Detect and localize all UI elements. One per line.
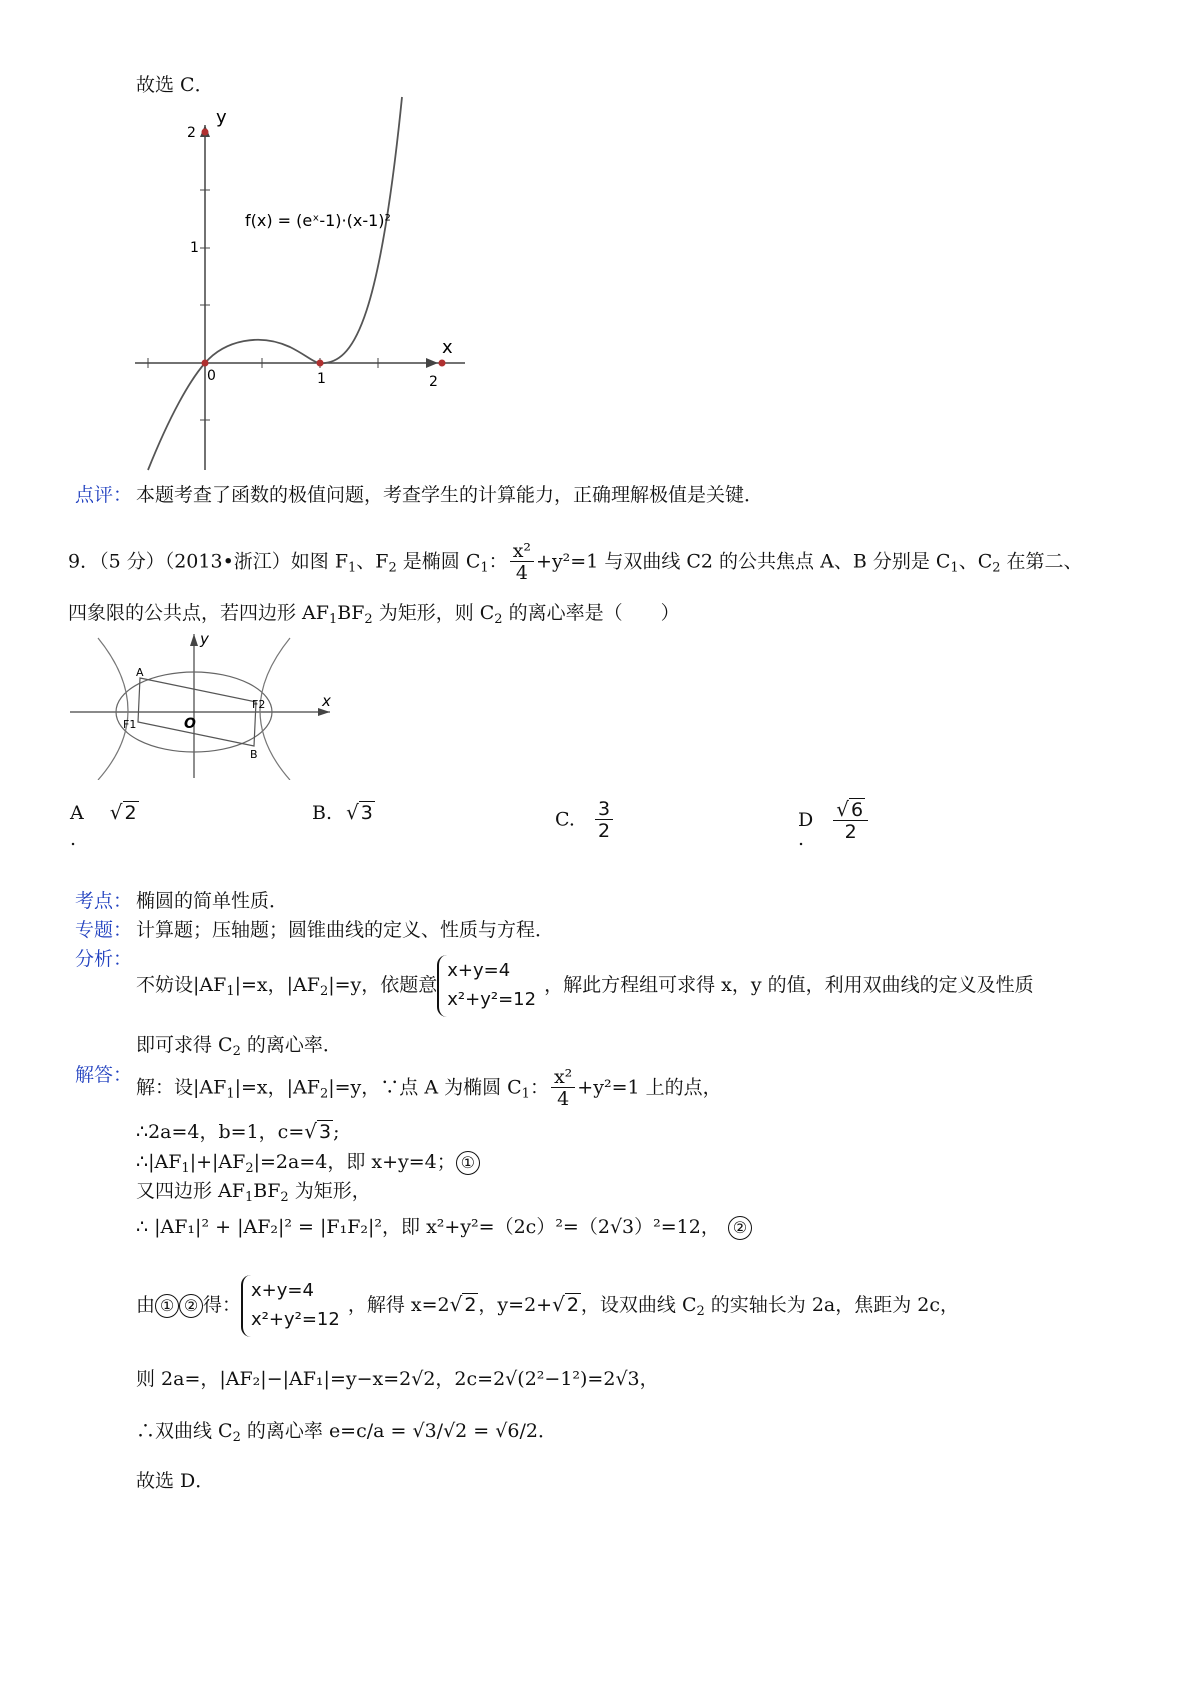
option-d-frac: $\frac{√ 6}{2}$: [833, 800, 868, 842]
solution-line6: 由 ① ② 得： x+y=4 x²+y²=12 ，解得 x=2√ 2 ，y=2+√ 2 ，设双曲线 $C_2$ 的实轴长为 2a，焦距为 2c，: [136, 1275, 959, 1337]
fenxi-label: 分析：: [75, 948, 133, 970]
kaodian-label: 考点：: [75, 890, 133, 912]
equation-system: x+y=4 x²+y²=12: [437, 955, 544, 1017]
function-formula: f(x) = (eˣ-1)·(x-1)²: [245, 211, 391, 230]
option-c[interactable]: C. $\frac{3}{2}$: [555, 800, 615, 841]
question-9-line1: 9．（5 分）（2013•浙江）如图 $F_1$、$F_2$ 是椭圆 $C_1$： $\frac{\text{x²}}{4}$ +y²=1 与双曲线 C2 的公共焦点 A、B 分别是 $C_1$、$C_2$ 在第二、: [68, 540, 1083, 584]
solution-line5: ∴ |AF₁|² + |AF₂|² = |F₁F₂|²，即 x²+y²=（2c）²=（2√3）²=12， ②: [136, 1212, 752, 1240]
comment-text: 本题考查了函数的极值问题，考查学生的计算能力，正确理解极值是关键．: [136, 484, 764, 506]
option-c-frac: $\frac{3}{2}$: [595, 800, 613, 841]
fig2-x-label: x: [322, 692, 331, 710]
fig2-a-label: A: [136, 666, 144, 679]
x-axis-label: x: [442, 337, 453, 358]
option-b-sqrt: √ 3: [346, 800, 373, 824]
fenxi-line1: 不妨设$|AF_1|=x$，$|AF_2|=y$，依题意 x+y=4 x²+y²=12 ，解此方程组可求得 x，y 的值，利用双曲线的定义及性质: [136, 955, 1034, 1017]
y-axis-label: y: [216, 107, 227, 128]
ellipse-hyperbola-figure: [68, 630, 348, 780]
tick-x1: 1: [317, 371, 326, 387]
tick-y2: 2: [187, 125, 196, 141]
tick-x2: 2: [429, 374, 438, 390]
jieda-label: 解答：: [75, 1064, 133, 1086]
fig2-b-label: B: [250, 748, 258, 761]
answer-line-c: 故选 C．: [136, 74, 214, 96]
solution-line1: 解：设$|AF_1|=x$，$|AF_2|=y$，∵点 A 为椭圆 $C_1$： $\frac{\text{x²}}{4}$ +y²=1 上的点，: [136, 1066, 722, 1110]
option-d[interactable]: D $\frac{√ 6}{2}$: [798, 800, 870, 842]
zhuanti-label: 专题：: [75, 919, 133, 941]
solution-line4: 又四边形 $AF_1BF_2$ 为矩形，: [136, 1180, 371, 1205]
circle-2: ②: [728, 1216, 752, 1240]
option-a[interactable]: A √ 2: [70, 800, 137, 824]
solution-line8: ∴双曲线 $C_2$ 的离心率 e=c/a = √3/√2 = √6/2．: [136, 1420, 557, 1445]
fig2-y-label: y: [200, 630, 209, 648]
fig2-f2-label: F2: [252, 698, 266, 711]
tick-y1: 1: [190, 240, 199, 256]
solution-line9: 故选 D．: [136, 1470, 215, 1492]
option-a-sqrt: √ 2: [109, 800, 137, 824]
solution-line3: $\therefore|AF_1|+|AF_2|=2a=4$，即 x+y=4； ①: [136, 1147, 480, 1176]
tick-0: 0: [207, 368, 216, 384]
function-graph: [130, 95, 470, 475]
fig2-f1-label: F1: [123, 718, 137, 731]
equation-system-2: x+y=4 x²+y²=12: [241, 1275, 348, 1337]
question-9-line2: 四象限的公共点，若四边形 $AF_1BF_2$ 为矩形，则 $C_2$ 的离心率是（ ）: [68, 602, 680, 627]
comment-label: 点评：: [75, 484, 133, 506]
solution-line2: ∴2a=4，b=1，c=√ 3 ;: [136, 1119, 340, 1143]
option-a-dot: .: [70, 828, 77, 850]
kaodian-text: 椭圆的简单性质．: [136, 890, 289, 912]
option-b[interactable]: B. √ 3: [312, 800, 373, 824]
fig2-o-label: O: [184, 716, 196, 732]
circle-1: ①: [456, 1151, 480, 1175]
fenxi-line2: 即可求得 $C_2$ 的离心率．: [136, 1034, 342, 1059]
zhuanti-text: 计算题；压轴题；圆锥曲线的定义、性质与方程．: [136, 919, 555, 941]
solution-line7: 则 2a=，|AF₂|−|AF₁|=y−x=2√2，2c=2√(2²−1²)=2√3，: [136, 1368, 659, 1390]
option-d-dot: .: [798, 828, 805, 850]
